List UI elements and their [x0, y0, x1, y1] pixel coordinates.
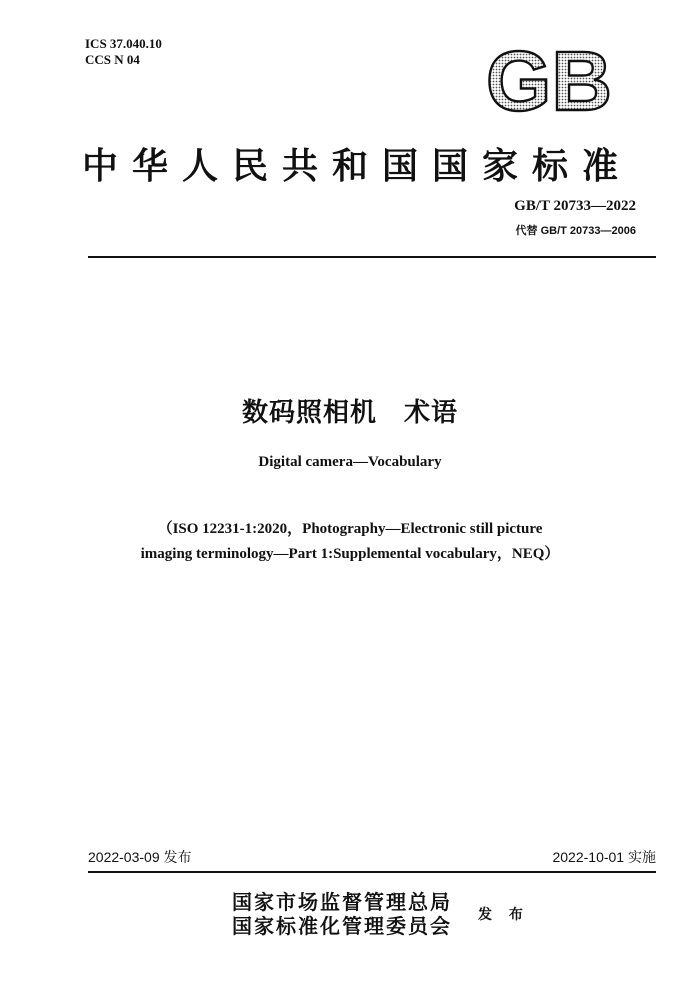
iso-reference-line-2: imaging terminology—Part 1:Supplemental vocabulary，NEQ） [140, 546, 560, 562]
ics-code: ICS 37.040.10 [85, 36, 162, 51]
gb-logo-icon [480, 44, 618, 116]
iso-reference-line-1: （ISO 12231-1:2020，Photography—Electronic still picture [157, 521, 543, 537]
issuing-authorities [232, 890, 452, 938]
replaces-standard: 代替 GB/T 20733—2006 [515, 225, 636, 237]
implementation-date: 2022-10-01 实施 [552, 849, 656, 865]
top-rule [88, 256, 656, 258]
chinese-title: 数码照相机 术语 [241, 398, 458, 428]
iso-reference [0, 517, 700, 567]
issue-date: 2022-03-09 发布 [88, 849, 192, 865]
logo-text: GB [486, 44, 612, 116]
english-title: Digital camera—Vocabulary [258, 454, 442, 470]
bottom-rule [88, 871, 656, 873]
issuer-samr: 国家市场监督管理总局 [232, 890, 452, 914]
standard-number: GB/T 20733—2022 [514, 198, 636, 214]
national-standard-heading: 中华人民共和国国家标准 [81, 145, 632, 187]
ccs-code: CCS N 04 [85, 52, 140, 67]
issuer-sac: 国家标准化管理委员会 [232, 914, 452, 938]
classification-codes [85, 36, 162, 68]
publish-label: 发 布 [478, 907, 529, 923]
